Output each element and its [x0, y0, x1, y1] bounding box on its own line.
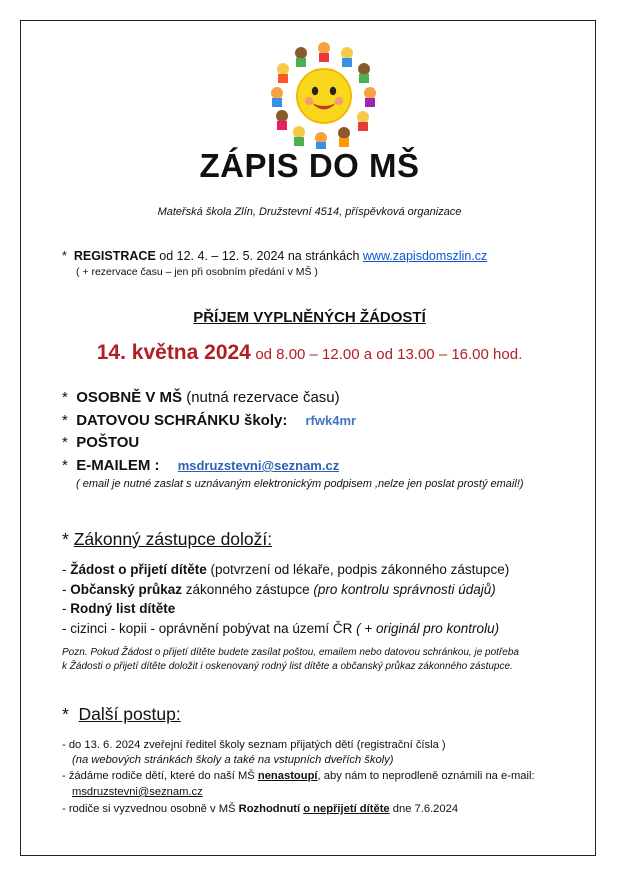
next-steps-heading-text: Další postup:: [78, 704, 181, 724]
doc-item: - Rodný list dítěte: [62, 601, 176, 616]
registration-text: od 12. 4. – 12. 5. 2024 na stránkách: [159, 249, 360, 263]
bullet: *: [62, 249, 67, 263]
next-steps-heading: * Další postup:: [62, 704, 181, 724]
step-2-post: , aby nám to neprodleně oznámili na e-mail:: [317, 770, 535, 782]
doc-item: - cizinci - kopii - oprávnění pobývat na území ČR ( + originál pro kontrolu): [62, 621, 500, 636]
method-label: E-MAILEM :: [76, 457, 160, 474]
step-2: [62, 770, 535, 782]
method-in-person: * OSOBNĚ V MŠ (nutná rezervace času): [62, 389, 340, 406]
doc-rest: (potvrzení od lékaře, podpis zákonného zástupce): [206, 562, 510, 577]
step-3: [62, 803, 458, 815]
method-email: * E-MAILEM : msdruzstevni@seznam.cz: [62, 457, 340, 474]
doc-item: - Občanský průkaz zákonného zástupce (pro kontrolu správnosti údajů): [62, 582, 496, 597]
step-3-bold-u: o nepřijetí dítěte: [303, 803, 390, 815]
doc-bold: Žádost o přijetí dítěte: [70, 562, 207, 577]
method-post: * POŠTOU: [62, 434, 140, 451]
registration-note: ( + rezervace času – jen při osobním předání v MŠ ): [76, 266, 318, 278]
data-box-code: rfwk4mr: [305, 413, 357, 428]
registration-label: REGISTRACE: [73, 249, 156, 263]
sun-children-logo: [268, 38, 380, 150]
step-2-pre: - žádáme rodiče dětí, které do naší MŠ: [62, 770, 258, 782]
email-link[interactable]: msdruzstevni@seznam.cz: [177, 458, 340, 473]
doc-rest: cizinci - kopii - oprávnění pobývat na území ČR: [70, 621, 353, 636]
method-label: DATOVOU SCHRÁNKU školy:: [76, 412, 288, 429]
sun-face: [297, 69, 351, 123]
documents-heading: * Zákonný zástupce doloží:: [62, 529, 273, 549]
step-3-post: dne 7.6.2024: [389, 803, 459, 815]
step-2-email[interactable]: msdruzstevni@seznam.cz: [72, 786, 203, 798]
intake-heading: PŘÍJEM VYPLNĚNÝCH ŽÁDOSTÍ: [193, 309, 426, 326]
intake-date-line: [0, 341, 619, 365]
documents-heading-text: Zákonný zástupce doloží:: [73, 529, 273, 549]
page-title: ZÁPIS DO MŠ: [199, 147, 420, 184]
method-detail: (nutná rezervace času): [186, 389, 340, 406]
step-1-sub: (na webových stránkách školy a také na vstupních dveřích školy): [72, 754, 394, 766]
registration-link[interactable]: www.zapisdomszlin.cz: [362, 249, 488, 263]
step-1: - do 13. 6. 2024 zveřejní ředitel školy seznam přijatých dětí (registrační čísla ): [62, 739, 446, 751]
documents-note-2: k Žádosti o přijetí dítěte doložit i oskenovaný rodný list dítěte a občanský průkaz zákonného zástupce.: [62, 661, 513, 672]
doc-rest: zákonného zástupce: [182, 582, 310, 597]
method-label: POŠTOU: [76, 434, 140, 451]
doc-italic: (pro kontrolu správnosti údajů): [309, 582, 496, 597]
school-subtitle: Mateřská škola Zlín, Družstevní 4514, příspěvková organizace: [157, 206, 462, 218]
step-3-pre: - rodiče si vyzvednou osobně v MŠ: [62, 803, 239, 815]
method-label: OSOBNĚ V MŠ: [76, 389, 183, 406]
registration-line: [62, 249, 487, 263]
doc-italic: ( + originál pro kontrolu): [352, 621, 500, 636]
step-3-bold: Rozhodnutí: [238, 803, 301, 815]
doc-bold: Rodný list dítěte: [70, 601, 176, 616]
doc-bold: Občanský průkaz: [70, 582, 183, 597]
step-2-bold: nenastoupí: [257, 770, 318, 782]
intake-date: 14. května 2024: [96, 341, 251, 364]
intake-hours: od 8.00 – 12.00 a od 13.00 – 16.00 hod.: [255, 346, 523, 363]
email-note: ( email je nutné zaslat s uznávaným elektronickým podpisem ,nelze jen poslat prostý email!): [76, 478, 524, 490]
doc-item: - Žádost o přijetí dítěte (potvrzení od lékaře, podpis zákonného zástupce): [62, 562, 510, 577]
documents-note-1: Pozn. Pokud Žádost o přijetí dítěte budete zasílat poštou, emailem nebo datovou schránkou, je potřeba: [62, 647, 519, 658]
method-data-box: * DATOVOU SCHRÁNKU školy: rfwk4mr: [62, 412, 357, 429]
